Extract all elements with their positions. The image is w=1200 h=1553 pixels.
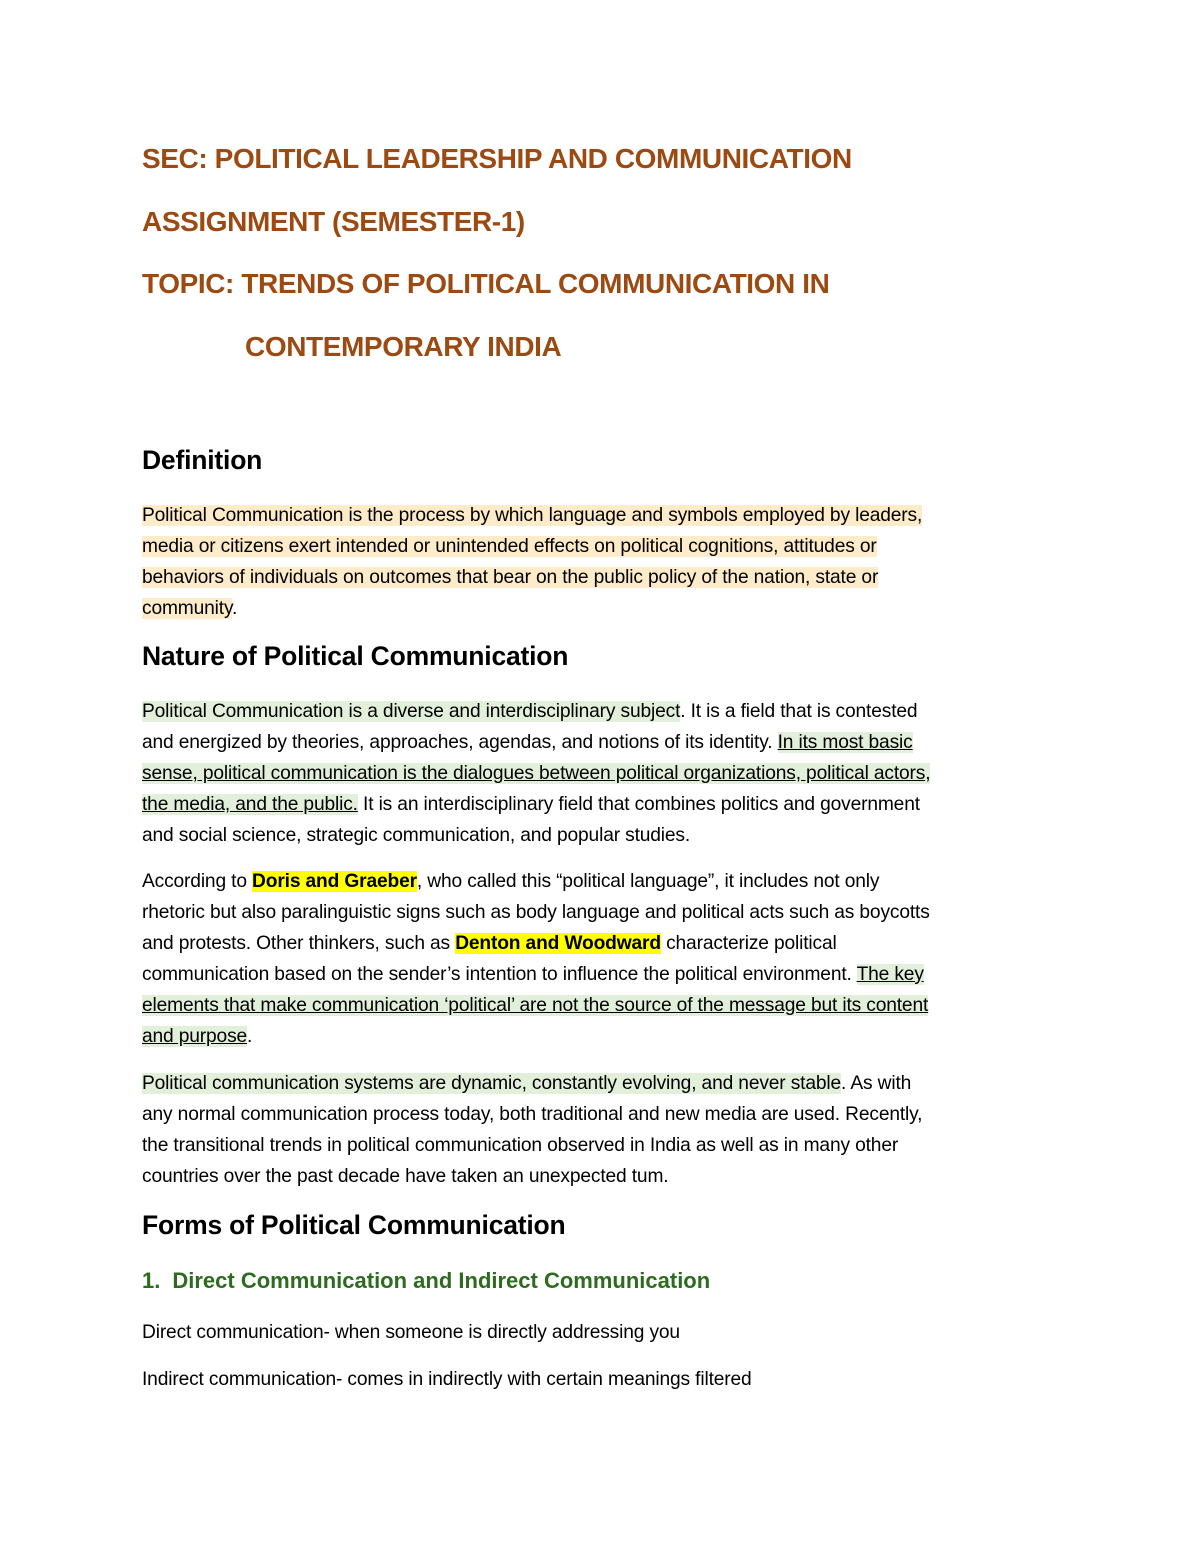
indirect-communication-text: Indirect communication- comes in indirectly with certain meanings filtered — [142, 1369, 752, 1390]
nature-p1-text: and social science, strategic communication, and popular studies. — [142, 825, 691, 846]
nature-p1-underlined: sense, political communication is the dialogues between political organizations, political actors, — [142, 763, 931, 784]
nature-p2-text: . — [247, 1026, 253, 1047]
forms-heading: Forms of Political Communication — [142, 1210, 566, 1240]
nature-p3-text: . As with — [841, 1073, 912, 1094]
author-highlight-denton-woodward: Denton and Woodward — [455, 933, 661, 954]
definition-end: . — [232, 598, 238, 619]
nature-paragraph-2 — [142, 866, 1072, 1052]
forms-subheading-1-title: Direct Communication and Indirect Communication — [172, 1268, 711, 1293]
definition-line-2: media or citizens exert intended or unintended effects on political cognitions, attitudes or — [142, 536, 877, 557]
nature-p1-text: and energized by theories, approaches, agendas, and notions of its identity. — [142, 732, 778, 753]
nature-p1-text: It is an interdisciplinary field that combines politics and government — [357, 794, 920, 815]
nature-heading: Nature of Political Communication — [142, 641, 569, 671]
nature-p3-highlight: Political communication systems are dynamic, constantly evolving, and never stable — [142, 1073, 842, 1094]
nature-p2-text: According to — [142, 871, 253, 892]
doc-title-line-3: TOPIC: TRENDS OF POLITICAL COMMUNICATION IN — [142, 268, 830, 299]
definition-line-1: Political Communication is the process by which language and symbols employed by leaders, — [142, 505, 923, 526]
nature-p1-highlight: Political Communication is a diverse and interdisciplinary subject — [142, 701, 681, 722]
list-number: 1. — [142, 1268, 161, 1293]
definition-line-4: community — [142, 598, 232, 619]
forms-subheading-1 — [142, 1268, 710, 1294]
nature-p2-text: communication based on the sender’s intention to influence the political environment. — [142, 964, 857, 985]
definition-line-3: behaviors of individuals on outcomes that bear on the public policy of the nation, state or — [142, 567, 879, 588]
nature-p3-text: the transitional trends in political communication observed in India as well as in many other — [142, 1135, 899, 1156]
nature-p2-text: , who called this “political language”, it includes not only — [416, 871, 880, 892]
nature-paragraph-1 — [142, 696, 1072, 851]
nature-p2-text: rhetoric but also paralinguistic signs such as body language and political acts such as boycotts — [142, 902, 930, 923]
doc-title-line-4: CONTEMPORARY INDIA — [245, 331, 562, 362]
nature-p1-underlined: In its most basic — [777, 732, 913, 753]
nature-p3-text: countries over the past decade have taken an unexpected tum. — [142, 1166, 669, 1187]
nature-p1-text: . It is a field that is contested — [680, 701, 918, 722]
author-highlight-doris-graeber: Doris and Graeber — [252, 871, 417, 892]
nature-p2-text: and protests. Other thinkers, such as — [142, 933, 456, 954]
nature-p2-underlined: elements that make communication ‘political’ are not the source of the message but its content — [142, 995, 929, 1016]
doc-title-line-2: ASSIGNMENT (SEMESTER-1) — [142, 206, 525, 237]
nature-p2-underlined: and purpose — [142, 1026, 248, 1047]
definition-heading: Definition — [142, 445, 263, 475]
doc-title-line-1: SEC: POLITICAL LEADERSHIP AND COMMUNICATION — [142, 143, 852, 174]
nature-p2-text: characterize political — [660, 933, 837, 954]
definition-paragraph — [142, 500, 1072, 624]
nature-p3-text: any normal communication process today, both traditional and new media are used. Recently, — [142, 1104, 923, 1125]
nature-paragraph-3 — [142, 1068, 1072, 1192]
direct-communication-text: Direct communication- when someone is directly addressing you — [142, 1322, 680, 1343]
nature-p2-underlined: The key — [856, 964, 924, 985]
nature-p1-underlined: the media, and the public. — [142, 794, 358, 815]
